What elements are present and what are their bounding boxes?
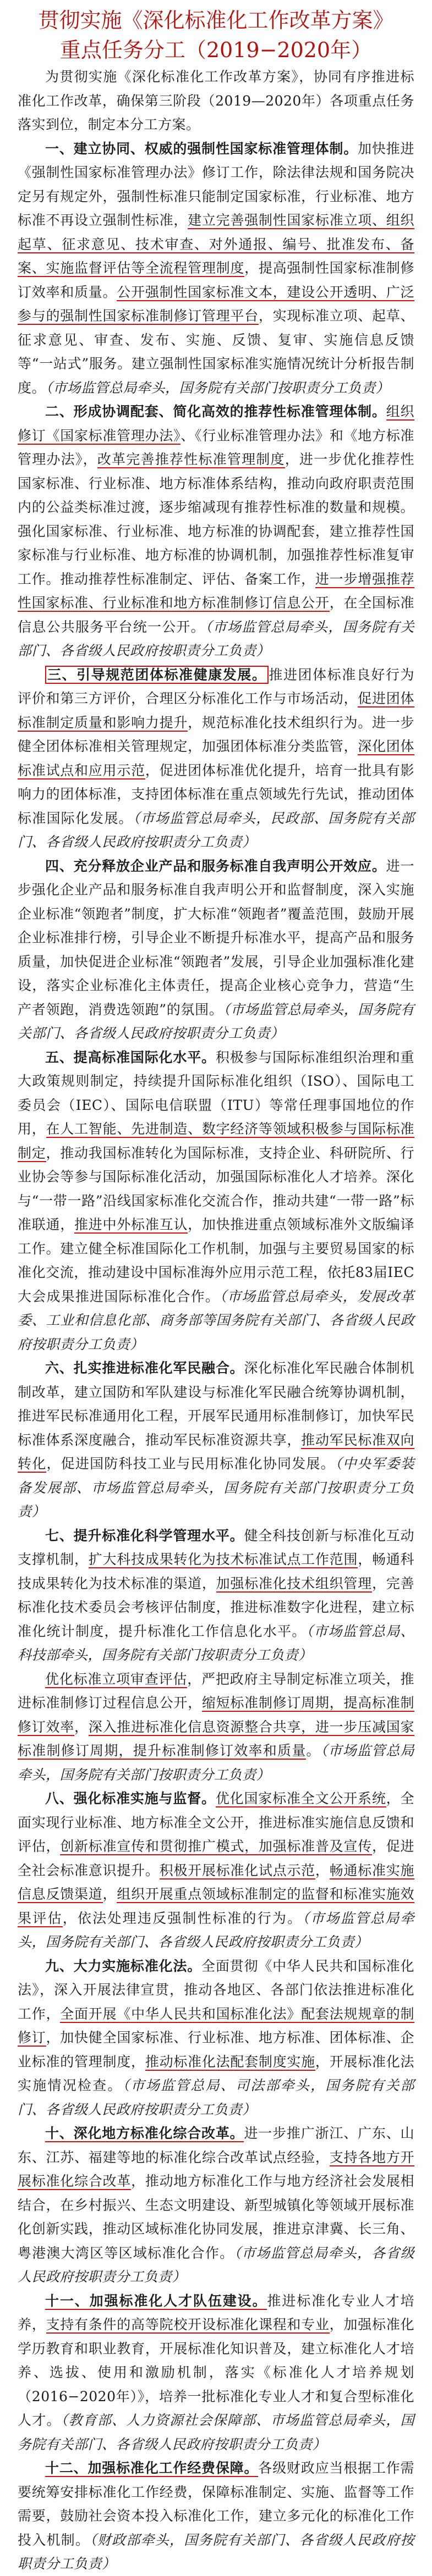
section-8 (18, 1787, 414, 1954)
section-2-heading: 二、形成协调配套、简化高效的推荐性标准管理体制。 (45, 403, 386, 419)
section-5-body-a: 积极参与国际标准组织治理和重大政策规则制定，持续提升国际标准化组织（ISO）、国际电工委员会（IEC）、国际电信联盟（ITU）等常任理事国地位的作用， (18, 1049, 414, 1137)
section-7-body-b: ，畅通科技成果转化为技术标准的渠道， (18, 1551, 414, 1591)
section-9-highlight-1: 全面开展《中华人民共和国标准化法》配套法规规章的制修订 (18, 2005, 414, 2046)
section-11-heading: 十一、加强标准化人才队伍建设。 (45, 2292, 267, 2309)
section-8-highlight-3: 积极开展标准化试点示范 (159, 1862, 315, 1878)
section-6-departments: （中央军委装备发展部、市场监管总局牵头，国务院有关部门按职责分工负责） (18, 1456, 414, 1519)
title-line-1: 贯彻实施《深化标准化工作改革方案》 (38, 8, 394, 32)
section-7-body-c: ，完善标准化技术委员会考核评估制度，推进标准数字化进程，建立标准化统计制度，提升标准化工作信息化水平。 (18, 1575, 414, 1639)
section-8-body-e: ，依法处理违反强制性标准的行为。 (62, 1910, 303, 1926)
section-7-body-a: 健全科技创新与标准化互动支撑机制， (18, 1527, 414, 1567)
section-12 (18, 2456, 414, 2576)
section-3-body-c: ，促进团体标准优化提升，培育一批具有影响力的团体标准，支持团体标准在重点领域先行先试，推动团体标准国际化发展。 (18, 762, 414, 826)
section-2-body-c: ，在全国标准信息公共服务平台统一公开。 (18, 595, 414, 635)
section-5-heading: 五、提高标准国际化水平。 (45, 1049, 216, 1065)
section-8-highlight-5: 组织开展重点领域标准制定的监督和标准实施效果评估 (18, 1886, 414, 1926)
section-2-highlight-3: 进一步增强推荐性国家标准、行业标准和地方标准制修订信息公开 (18, 571, 414, 611)
section-8-highlight-2: 创新标准宣传和贯彻推广模式，加强标准普及宣传 (60, 1838, 372, 1854)
section-7b-highlight-2: 缩短标准制修订周期，提高标准制修订效率 (18, 1695, 414, 1735)
section-9-highlight-2: 推动标准化法配套制度实施 (145, 2053, 315, 2070)
section-8-body-b: ，促进全社会标准意识提升。 (18, 1838, 414, 1878)
section-3-body-a: 推进团体标准良好行为评价和第三方评价，合理区分标准化工作与市场活动， (18, 666, 414, 706)
section-1 (18, 137, 414, 400)
section-6-body-b: ，促进国防科技工业与民用标准化协同发展。 (46, 1456, 335, 1472)
section-11 (18, 2289, 414, 2457)
section-4-departments: （市场监管总局牵头，国务院有关部门、各省级人民政府按职责分工负责） (18, 1001, 414, 1041)
section-10-body-b: ，推动地方标准化工作与地方经济社会发展相结合，在乡村振兴、生态文明建设、新型城镇化等领域开展标准化创新实践，推动区域标准化协同发展，推进京津冀、长三角、粤港澳大湾区等区域标准化合作。 (18, 2173, 414, 2261)
section-3 (18, 663, 414, 854)
section-5-highlight-2: 推进中外标准互认 (74, 1217, 188, 1232)
section-9-body-c: ，开展标准化法实施情况检查。 (18, 2053, 414, 2093)
section-7b-body-c: ， (74, 1718, 89, 1735)
section-7-heading: 七、提升标准化科学管理水平。 (45, 1527, 244, 1544)
section-1-departments: （市场监管总局牵头，国务院有关部门按职责分工负责） (46, 379, 390, 396)
section-8-highlight-1: 优化国家标准全文公开系统 (215, 1790, 386, 1806)
section-3-departments: （市场监管总局牵头，民政部、国务院有关部门、各省级人民政府按职责分工负责） (18, 810, 414, 850)
section-9-body-b: ，加快健全国家标准、行业标准、地方标准、团体标准、企业标准的管理制度， (18, 2030, 414, 2070)
section-7-departments: （市场监管总局、科技部牵头，国务院有关部门按职责分工负责） (18, 1623, 414, 1663)
section-6-highlight-1: 推动军民标准双向转化 (18, 1431, 414, 1472)
section-10-heading: 十、深化地方标准化综合改革。 (45, 2125, 244, 2141)
section-2 (18, 400, 414, 663)
section-8-departments: （市场监管总局牵头，国务院有关部门、各省级人民政府按职责分工负责） (18, 1910, 414, 1950)
section-12-heading: 十二、加强标准化工作经费保障。 (45, 2460, 259, 2476)
section-5-body-c: ，加快推进重点领域标准外文版编译工作。建立健全标准国际化工作机制，加强与主要贸易国家的标准化交流，推动建设中国标准海外应用示范工程，依托83届IEC大会成果推进国际标准化合作。 (18, 1217, 414, 1304)
section-4-body-a: 进一步强化企业产品和服务标准自我声明公开和监督制度，深入实施企业标准“领跑者”制度，扩大标准“领跑者”覆盖范围，鼓励开展企业标准排行榜，引导企业不断提升标准水平，提高产品和服务质量，加快促进企业标准“领跑者”发展，引导企业加强标准化建设，落实企业标准化主体责任，提高企业核心竞争力，营造“生产者领跑，消费选领跑”的氛围。 (18, 858, 414, 1018)
section-2-departments: （市场监管总局牵头，国务院有关部门、各省级人民政府按职责分工负责） (18, 618, 414, 659)
section-1-body-b: ，提高强制性国家标准制修订效率和质量。 (18, 260, 414, 300)
section-5-body-b: ，推动我国标准转化为国际标准，支持企业、科研院所、行业协会等参与国际标准化活动，加强国际标准化人才培养。深化与“一带一路”沿线国家标准化交流合作，推动共建“一带一路”标准联通， (18, 1145, 414, 1232)
section-8-body-a: ，全面实现行业标准、地方标准全文公开，推进标准实施信息反馈和评估， (18, 1790, 414, 1854)
section-7b-highlight-3: 深入推进标准化信息资源整合共享，进一步压减国家标准制修订周期，提升标准制修订效率和质量 (18, 1718, 414, 1759)
section-10-body-a: 进一步推广浙江、广东、山东、江苏、福建等地的标准化综合改革试点经验， (18, 2125, 414, 2165)
section-4-heading: 四、充分释放企业产品和服务标准自我声明公开效应。 (45, 858, 386, 874)
section-10-departments: （市场监管总局牵头，各省级人民政府按职责分工负责） (18, 2245, 414, 2285)
section-5-departments: （市场监管总局牵头，发展改革委、工业和信息化部、商务部等国务院有关部门、各省级人民政府按职责分工负责） (18, 1288, 414, 1352)
section-12-departments: （财政部牵头，国务院有关部门、各省级人民政府按职责分工负责） (18, 2531, 414, 2572)
section-7b-departments: （市场监管总局牵头，国务院有关部门按职责分工负责） (18, 1743, 414, 1783)
section-1-body-c: ，实现标准立项、起草、征求意见、审查、发布、实施、反馈、复审、实施信息反馈等“一站式”服务。建立强制性国家标准实施情况统计分析报告制度。 (18, 308, 414, 396)
section-4 (18, 854, 414, 1046)
section-2-body-a: 、《行业标准管理办法》和《地方标准管理办法》， (18, 427, 414, 467)
section-2-body-b: ，进一步优化推荐性国家标准、行业标准、地方标准体系结构，推动向政府职责范围内的公益类标准过渡，逐步缩减现有推荐性标准的数量和规模。强化国家标准、行业标准、地方标准的协调配套，建立推荐性国家标准与行业标准、地方标准的协调机制，加强推荐性标准复审工作。推动推荐性标准制定、评估、备案工作， (18, 451, 414, 587)
section-3-highlight-2: 深化团体标准试点和应用示范 (18, 738, 414, 778)
section-11-highlight-1: 支持有条件的高等院校开设标准化课程和专业 (46, 2317, 330, 2332)
section-6-heading: 六、扎实推进标准化军民融合。 (45, 1360, 244, 1376)
section-11-departments: （教育部、人力资源社会保障部、市场监管总局牵头，国务院有关部门、各省级人民政府按职责分工负责） (18, 2412, 414, 2452)
section-3-body-b: ，规范标准化技术组织行为。进一步健全团体标准相关管理规定，加强团体标准分类监管， (18, 714, 414, 754)
section-7b-body-b: ，严把政府主导制定标准立项关，推进标准制修订过程信息公开， (18, 1671, 414, 1711)
section-9 (18, 1954, 414, 2122)
section-7b-highlight-1: 优化标准立项审查评估 (45, 1671, 188, 1687)
section-11-body-a: 推进标准化专业人才培养， (18, 2292, 414, 2332)
section-2-highlight-1: 组织修订《国家标准管理办法》 (18, 403, 414, 444)
section-10 (18, 2121, 414, 2289)
section-5-highlight-1: 在人工智能、先进制造、数字经济等领域积极参与国际标准制定 (18, 1121, 414, 1161)
section-8-highlight-4: 畅通标准实施信息反馈渠道 (18, 1862, 414, 1902)
section-8-body-d: ， (102, 1886, 117, 1902)
section-7-highlight-1: 扩大科技成果转化为技术标准试点工作范围 (88, 1551, 358, 1567)
title-line-2: 重点任务分工（2019−2020年） (59, 38, 373, 62)
section-6 (18, 1356, 414, 1524)
section-11-body-b: ，加强标准化学历教育和职业教育，开展标准化知识普及，建立标准化人才培养、选拔、使用和激励机制，落实《标准化人才培养规划（2016−2020年）》，培养一批标准化专业人才和复合型标准化人才。 (18, 2317, 414, 2428)
document-title (18, 0, 414, 65)
intro-paragraph: 为贯彻实施《深化标准化工作改革方案》，协同有序推进标准化工作改革，确保第三阶段（2019—2020年）各项重点任务落实到位，制定本分工方案。 (18, 69, 414, 132)
section-8-body-c: ， (315, 1862, 330, 1878)
section-7-highlight-2: 加强标准化技术组织管理 (216, 1575, 372, 1591)
section-7 (18, 1524, 414, 1667)
section-9-body-a: 全面贯彻《中华人民共和国标准化法》，深入开展法律宣贯，推动各地区、各部门依法推进标准化工作， (18, 1958, 414, 2022)
section-3-highlight-1: 促进团体标准制定质量和影响力提升 (18, 690, 414, 731)
section-1-body-a: 加快推进《强制性国家标准管理办法》修订工作，除法律法规和国务院决定另有规定外，强制性标准只能制定国家标准，行业标准、地方标准不再设立强制性标准， (18, 140, 414, 228)
section-1-highlight-1: 建立完善强制性国家标准立项、组织起草、征求意见、技术审查、对外通报、编号、批准发布、备案、实施监督评估等全流程管理制度 (18, 212, 414, 276)
section-7b-body-d: 。 (306, 1743, 321, 1759)
section-1-heading: 一、建立协同、权威的强制性国家标准管理体制。 (45, 140, 358, 157)
section-5 (18, 1046, 414, 1357)
section-10-highlight-1: 支持各地方开展标准化综合改革 (18, 2149, 414, 2189)
section-3-heading: 三、引导规范团体标准健康发展。 (45, 666, 269, 684)
section-1-highlight-2: 公开强制性国家标准文本，建设公开透明、广泛参与的强制性国家标准制修订管理平台 (18, 284, 414, 324)
section-2-highlight-2: 改革完善推荐性标准管理制度 (97, 451, 285, 467)
section-9-heading: 九、大力实施标准化法。 (45, 1958, 202, 1974)
section-6-body-a: 深化标准化军民融合体制机制改革，建立国防和军队建设与标准化军民融合统筹协调机制，推进军民标准通用化工程，开展军民通用标准制修订，加快军民标准体系深度融合，推动军民标准资源共享， (18, 1360, 414, 1448)
section-7-continued (18, 1667, 414, 1787)
section-9-departments: （市场监管总局、司法部牵头，国务院有关部门、各省级人民政府按职责分工负责） (18, 2077, 414, 2118)
section-8-heading: 八、强化标准实施与监督。 (45, 1790, 216, 1806)
section-12-body-a: 各级财政应当根据工作需要统筹安排标准化工作经费，保障标准制定、实施、监督等工作需要，鼓励社会资本投入标准化工作，建立多元化的标准化工作投入机制。 (18, 2460, 414, 2548)
